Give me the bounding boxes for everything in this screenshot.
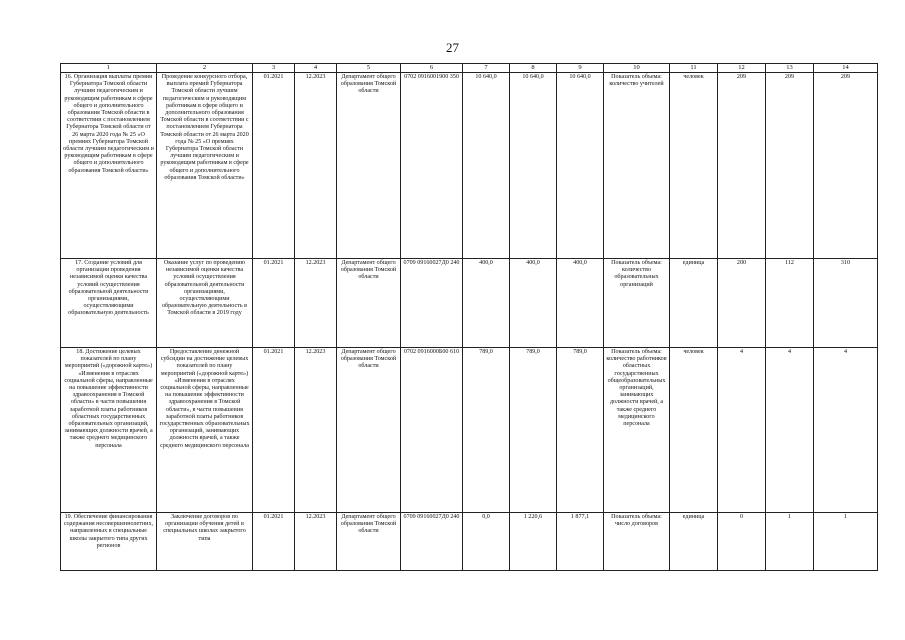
indicator-cell: Показатель объема: количество образовательных организаций bbox=[604, 259, 670, 348]
indicator-cell: Показатель объема: количество работников областных государственных общеобразовательных организаций, занимающих должности врачей, а также среднего медицинского персонала bbox=[604, 348, 670, 513]
value-2021-cell: 209 bbox=[718, 73, 766, 259]
amount-2021-cell: 0,0 bbox=[463, 513, 510, 571]
amount-2023-cell: 1 877,1 bbox=[557, 513, 604, 571]
start-date-cell: 01.2021 bbox=[253, 513, 295, 571]
activity-content-cell: Заключение договоров по организации обучения детей в специальных школах закрытого типа bbox=[157, 513, 253, 571]
activity-content-cell: Оказание услуг по проведению независимой оценки качества условий осуществления образовательной деятельности организациями, осуществляющими образовательную деятельность в Томской области в 2019 году bbox=[157, 259, 253, 348]
column-header: 4 bbox=[295, 64, 337, 73]
budget-code-cell: 0702 0916000Б00 610 bbox=[401, 348, 463, 513]
budget-code-cell: 0702 0916001900 350 bbox=[401, 73, 463, 259]
table-row bbox=[61, 259, 878, 348]
column-header: 9 bbox=[557, 64, 604, 73]
amount-2022-cell: 400,0 bbox=[510, 259, 557, 348]
column-header: 8 bbox=[510, 64, 557, 73]
executor-cell: Департамент общего образования Томской области bbox=[337, 513, 401, 571]
page-number: 27 bbox=[446, 40, 459, 55]
column-header: 12 bbox=[718, 64, 766, 73]
activity-content-cell: Проведение конкурсного отбора, выплата премий Губернатора Томской области лучшим педагогическим и руководящим работникам в сфере общего и дополнительного образования Томской области в соответствии с постановлением Губернатора Томской области от 26 марта 2020 года № 25 «О премиях Губернатора Томской области лучшим педагогическим и руководящим работникам в сфере общего и дополнительного образования Томской области» bbox=[157, 73, 253, 259]
column-header: 5 bbox=[337, 64, 401, 73]
end-date-cell: 12.2023 bbox=[295, 513, 337, 571]
value-2022-cell: 112 bbox=[766, 259, 814, 348]
end-date-cell: 12.2023 bbox=[295, 259, 337, 348]
amount-2021-cell: 789,0 bbox=[463, 348, 510, 513]
start-date-cell: 01.2021 bbox=[253, 259, 295, 348]
column-header: 13 bbox=[766, 64, 814, 73]
activity-name-cell: 17. Создание условий для организации проведения независимой оценки качества условий осуществления образовательной деятельности организациями, осуществляющими образовательную деятельность bbox=[61, 259, 157, 348]
amount-2021-cell: 400,0 bbox=[463, 259, 510, 348]
budget-code-cell: 0709 09160027Д0 240 bbox=[401, 513, 463, 571]
budget-code-cell: 0709 09160027Д0 240 bbox=[401, 259, 463, 348]
amount-2023-cell: 789,0 bbox=[557, 348, 604, 513]
table-row bbox=[61, 348, 878, 513]
amount-2022-cell: 1 220,6 bbox=[510, 513, 557, 571]
end-date-cell: 12.2023 bbox=[295, 73, 337, 259]
program-activities-table bbox=[60, 63, 878, 571]
value-2021-cell: 0 bbox=[718, 513, 766, 571]
table-row bbox=[61, 73, 878, 259]
activity-name-cell: 19. Обеспечение финансирования содержания несовершеннолетних, направленных в специальные школы закрытого типа других регионов bbox=[61, 513, 157, 571]
value-2022-cell: 1 bbox=[766, 513, 814, 571]
activity-content-cell: Предоставление денежной субсидии на достижение целевых показателей по плану мероприятий («дорожной карте») «Изменения в отраслях социальной сферы, направленные на повышение эффективности здравоохранения в Томской области», в части повышения заработной платы работников государственных образовательных организаций, занимающих должности врачей, а также среднего медицинского персонала bbox=[157, 348, 253, 513]
unit-cell: человек bbox=[670, 73, 718, 259]
amount-2022-cell: 10 640,0 bbox=[510, 73, 557, 259]
value-2023-cell: 4 bbox=[814, 348, 878, 513]
indicator-cell: Показатель объема: количество учителей bbox=[604, 73, 670, 259]
column-header: 3 bbox=[253, 64, 295, 73]
executor-cell: Департамент общего образования Томской области bbox=[337, 73, 401, 259]
start-date-cell: 01.2021 bbox=[253, 73, 295, 259]
value-2021-cell: 4 bbox=[718, 348, 766, 513]
activity-name-cell: 18. Достижение целевых показателей по плану мероприятий («дорожной карте») «Изменения в отраслях социальной сферы, направленные на повышение эффективности здравоохранения в Томской области» в части повышения заработной платы работников областных государственных образовательных организаций, занимающих должности врачей, а также среднего медицинского персонала bbox=[61, 348, 157, 513]
unit-cell: единица bbox=[670, 259, 718, 348]
unit-cell: единица bbox=[670, 513, 718, 571]
executor-cell: Департамент общего образования Томской области bbox=[337, 348, 401, 513]
value-2023-cell: 310 bbox=[814, 259, 878, 348]
column-header: 7 bbox=[463, 64, 510, 73]
column-header: 14 bbox=[814, 64, 878, 73]
unit-cell: человек bbox=[670, 348, 718, 513]
amount-2021-cell: 10 640,0 bbox=[463, 73, 510, 259]
value-2022-cell: 4 bbox=[766, 348, 814, 513]
executor-cell: Департамент общего образования Томской области bbox=[337, 259, 401, 348]
column-header: 6 bbox=[401, 64, 463, 73]
activity-name-cell: 16. Организация выплаты премии Губернатора Томской области лучшим педагогическим и руководящим работникам в сфере общего и дополнительного образования Томской области в соответствии с постановлением Губернатора Томской области от 26 марта 2020 года № 25 «О премиях Губернатора Томской области лучшим педагогическим и руководящим работникам в сфере общего и дополнительного образования Томской области» bbox=[61, 73, 157, 259]
indicator-cell: Показатель объема: число договоров bbox=[604, 513, 670, 571]
amount-2022-cell: 789,0 bbox=[510, 348, 557, 513]
value-2022-cell: 209 bbox=[766, 73, 814, 259]
start-date-cell: 01.2021 bbox=[253, 348, 295, 513]
amount-2023-cell: 10 640,0 bbox=[557, 73, 604, 259]
column-header: 2 bbox=[157, 64, 253, 73]
end-date-cell: 12.2023 bbox=[295, 348, 337, 513]
value-2021-cell: 200 bbox=[718, 259, 766, 348]
column-header: 10 bbox=[604, 64, 670, 73]
value-2023-cell: 209 bbox=[814, 73, 878, 259]
value-2023-cell: 1 bbox=[814, 513, 878, 571]
amount-2023-cell: 400,0 bbox=[557, 259, 604, 348]
column-header: 1 bbox=[61, 64, 157, 73]
column-number-row bbox=[61, 64, 878, 73]
column-header: 11 bbox=[670, 64, 718, 73]
table-row bbox=[61, 513, 878, 571]
